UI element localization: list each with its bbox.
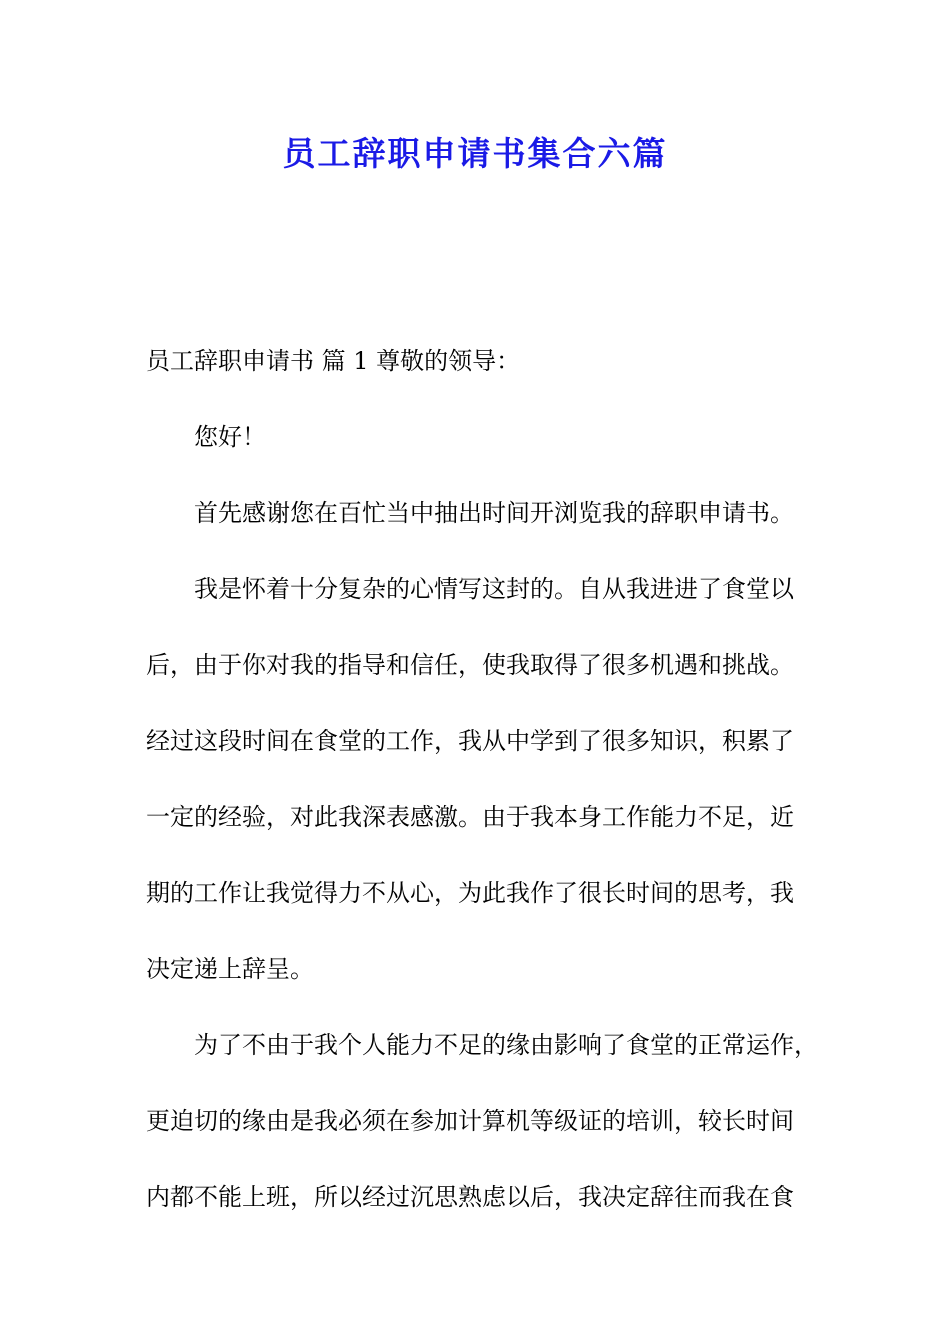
text-line: 我是怀着十分复杂的心情写这封的。自从我进进了食堂以 — [194, 575, 794, 603]
document-title: 员工辞职申请书集合六篇 — [282, 134, 668, 173]
text-line-greeting: 您好！ — [194, 423, 266, 451]
text-line: 一定的经验，对此我深表感激。由于我本身工作能力不足，近 — [146, 803, 794, 831]
text-line-heading: 员工辞职申请书 篇 1 尊敬的领导： — [146, 347, 521, 375]
text-line: 首先感谢您在百忙当中抽出时间开浏览我的辞职申请书。 — [194, 499, 794, 527]
text-line: 内都不能上班，所以经过沉思熟虑以后，我决定辞往而我在食 — [146, 1183, 794, 1211]
text-line: 后，由于你对我的指导和信任，使我取得了很多机遇和挑战。 — [146, 651, 794, 679]
document-body — [146, 334, 826, 1224]
text-line: 更迫切的缘由是我必须在参加计算机等级证的培训，较长时间 — [146, 1107, 794, 1135]
text-line: 经过这段时间在食堂的工作，我从中学到了很多知识，积累了 — [146, 727, 794, 755]
text-line: 决定递上辞呈。 — [146, 955, 314, 983]
text-line: 期的工作让我觉得力不从心，为此我作了很长时间的思考，我 — [146, 879, 794, 907]
text-line: 为了不由于我个人能力不足的缘由影响了食堂的正常运作， — [194, 1031, 818, 1059]
